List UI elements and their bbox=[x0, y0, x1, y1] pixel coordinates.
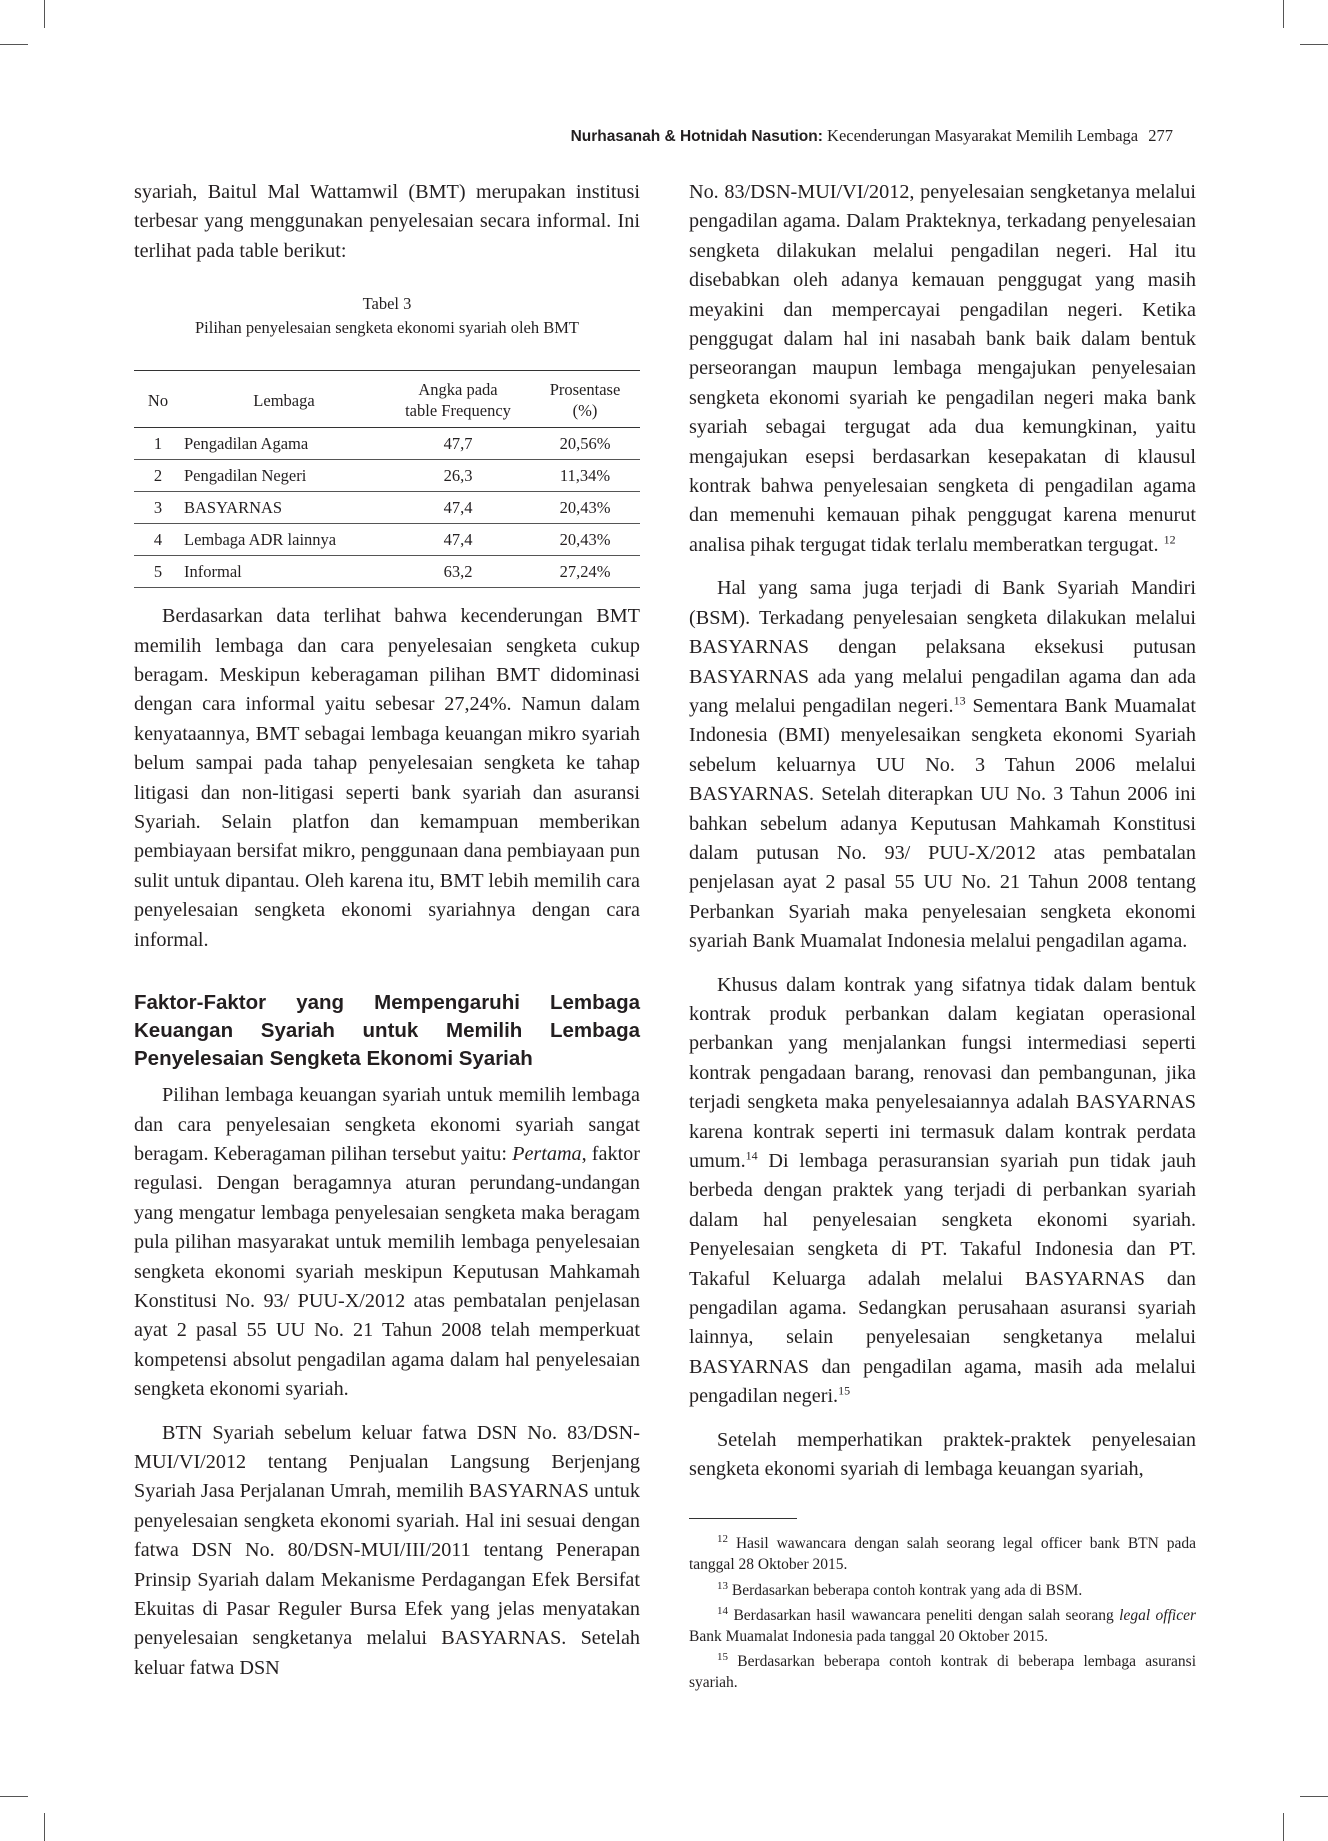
cell-no: 4 bbox=[134, 524, 182, 556]
paragraph bbox=[689, 178, 1196, 560]
footnote-text: Hasil wawancara dengan salah seorang legal officer bank BTN pada tanggal 28 Oktober 2015. bbox=[689, 1535, 1197, 1574]
footnote bbox=[689, 1576, 1196, 1602]
cell-prosentase: 11,34% bbox=[530, 460, 640, 492]
running-head bbox=[571, 126, 1173, 146]
text-run: Pilihan lembaga keuangan syariah untuk memilih lembaga dan cara penyelesaian sengketa ekonomi syariah sangat beragam. Keberagaman pilihan tersebut yaitu: bbox=[134, 1084, 640, 1165]
footnote-divider bbox=[689, 1518, 797, 1519]
paragraph bbox=[689, 971, 1196, 1412]
paragraph bbox=[689, 574, 1196, 956]
running-head-title: Kecenderungan Masyarakat Memilih Lembaga bbox=[827, 126, 1139, 145]
cell-no: 1 bbox=[134, 428, 182, 460]
cell-no: 5 bbox=[134, 556, 182, 588]
left-column bbox=[134, 178, 640, 1683]
cell-angka: 47,4 bbox=[386, 492, 530, 524]
text-run: , faktor regulasi. Dengan beragamnya aturan perundang-undangan yang mengatur lembaga penyelesaian sengketa maka beragam pula pilihan masyarakat untuk memilih lembaga penyelesaian sengketa ekonomi syariah meskipun Keputusan Mahkamah Konstitusi No. 93/ PUU-X/2012 atas pembatalan penjelasan ayat 2 pasal 55 UU No. 21 Tahun 2008 telah memperkuat kompetensi absolut pengadilan agama dalam hal penyelesaian sengketa ekonomi syariah. bbox=[134, 1142, 640, 1401]
text-run: Sementara Bank Muamalat Indonesia (BMI) menyelesaikan sengketa ekonomi Syariah sebelum keluarnya UU No. 3 Tahun 2006 melalui BASYARNAS. Setelah diterapkan UU No. 3 Tahun 2006 ini bahkan sebelum adanya Keputusan Mahkamah Konstitusi dalam putusan No. 93/ PUU-X/2012 atas pembatalan penjelasan ayat 2 pasal 55 UU No. 21 Tahun 2008 tentang Perbankan Syariah maka penyelesaian sengketa ekonomi syariah Bank Muamalat Indonesia melalui pengadilan agama. bbox=[689, 694, 1196, 953]
table-title: Pilihan penyelesaian sengketa ekonomi syariah oleh BMT bbox=[195, 318, 579, 338]
crop-mark bbox=[1283, 0, 1284, 28]
footnote-ref: 12 bbox=[1163, 532, 1176, 547]
footnote bbox=[689, 1529, 1196, 1575]
crop-mark bbox=[44, 0, 45, 28]
text-run: Hal yang sama juga terjadi di Bank Syariah Mandiri (BSM). Terkadang penyelesaian sengketa dilakukan melalui BASYARNAS dengan pelaksana eksekusi putusan BASYARNAS ada yang melalui pengadilan agama dan ada yang melalui pengadilan negeri. bbox=[689, 577, 1196, 717]
paragraph: Berdasarkan data terlihat bahwa kecenderungan BMT memilih lembaga dan cara penyelesaian sengketa cukup beragam. Meskipun keberagaman pilihan BMT didominasi dengan cara informal yaitu sebesar 27,24%. Namun dalam kenyataannya, BMT sebagai lembaga keuangan mikro syariah belum sampai pada tahap penyelesaian sengketa ke tahap litigasi dan non-litigasi seperti bank syariah dan asuransi Syariah. Selain platfon dan kemampuan memberikan pembiayaan bersifat mikro, penggunaan dana pembiayaan pun sulit untuk dipantau. Oleh karena itu, BMT lebih memilih cara penyelesaian sengketa ekonomi syariahnya dengan cara informal. bbox=[134, 605, 640, 951]
text-run: No. 83/DSN-MUI/VI/2012, penyelesaian sengketanya melalui pengadilan agama. Dalam Prakteknya, terkadang penyelesaian sengketa dilakukan melalui pengadilan negeri. Hal itu disebabkan oleh adanya kemauan penggugat yang masih meyakini dan mempercayai pengadilan negeri. Ketika penggugat dalam hal ini nasabah bank baik dalam bentuk perseorangan maupun lembaga mengajukan penyelesaian sengketa ekonomi syariah ke pengadilan negeri maka bank syariah sebagai tergugat ada dua kemungkinan, yaitu mengajukan esepsi berdasarkan kesepakatan di klausul kontrak bahwa penyelesaian sengketa di pengadilan agama dan memenuhi kemauan pihak penggugat karena menurut analisa pihak tergugat tidak terlalu memberatkan tergugat. bbox=[689, 181, 1196, 556]
footnote-ref: 13 bbox=[953, 693, 966, 708]
crop-mark bbox=[0, 44, 28, 45]
paragraph: BTN Syariah sebelum keluar fatwa DSN No. 83/DSN-MUI/VI/2012 tentang Penjualan Langsung Berjenjang Syariah Jasa Perjalanan Umrah, memilih BASYARNAS untuk penyelesaian sengketa ekonomi syariah. Hal ini sesuai dengan fatwa DSN No. 80/DSN-MUI/III/2011 tentang Penerapan Prinsip Syariah dalam Mekanisme Perdagangan Efek Bersifat Ekuitas di Pasar Reguler Bursa Efek yang jelas menyatakan penyelesaian sengketanya melalui BASYARNAS. Setelah keluar fatwa DSN bbox=[134, 1421, 640, 1679]
table-row bbox=[134, 492, 640, 524]
cell-prosentase: 20,56% bbox=[530, 428, 640, 460]
cell-lembaga: Pengadilan Agama bbox=[182, 428, 386, 460]
cell-lembaga: Lembaga ADR lainnya bbox=[182, 524, 386, 556]
footnote-number: 15 bbox=[717, 1651, 728, 1664]
right-column bbox=[689, 178, 1196, 1694]
section-heading: Faktor-Faktor yang Mempengaruhi Lembaga Keuangan Syariah untuk Memilih Lembaga Penyelesaian Sengketa Ekonomi Syariah bbox=[134, 991, 640, 1071]
footnote-text: Berdasarkan beberapa contoh kontrak yang ada di BSM. bbox=[731, 1581, 1083, 1599]
table-caption bbox=[134, 292, 640, 340]
table-header-row bbox=[134, 371, 640, 428]
footnote-ref: 15 bbox=[838, 1383, 851, 1398]
footnote-text: Bank Muamalat Indonesia pada tanggal 20 Oktober 2015. bbox=[689, 1627, 1048, 1645]
header-angka-line2: table Frequency bbox=[405, 401, 511, 421]
table-label: Tabel 3 bbox=[362, 294, 412, 314]
header-angka bbox=[386, 371, 530, 428]
footnote-number: 12 bbox=[717, 1533, 728, 1546]
header-prosentase-line1: Prosentase bbox=[549, 380, 621, 400]
cell-angka: 63,2 bbox=[386, 556, 530, 588]
footnote-ref: 14 bbox=[745, 1148, 758, 1163]
cell-angka: 26,3 bbox=[386, 460, 530, 492]
footnote-text: Berdasarkan hasil wawancara peneliti dengan salah seorang bbox=[733, 1607, 1120, 1625]
header-prosentase-line2: (%) bbox=[572, 401, 598, 421]
table-row bbox=[134, 460, 640, 492]
cell-lembaga: BASYARNAS bbox=[182, 492, 386, 524]
header-no: No bbox=[134, 371, 182, 428]
cell-angka: 47,7 bbox=[386, 428, 530, 460]
paragraph: syariah, Baitul Mal Wattamwil (BMT) merupakan institusi terbesar yang menggunakan penyelesaian secara informal. Ini terlihat pada table berikut: bbox=[134, 181, 640, 262]
crop-mark bbox=[1283, 1813, 1284, 1841]
crop-mark bbox=[0, 1796, 28, 1797]
cell-no: 3 bbox=[134, 492, 182, 524]
text-run: Di lembaga perasuransian syariah pun tidak jauh berbeda dengan praktek yang terjadi di perbankan syariah dalam hal penyelesaian sengketa ekonomi syariah. Penyelesaian sengketa di PT. Takaful Indonesia dan PT. Takaful Keluarga adalah melalui BASYARNAS dan pengadilan agama. Sedangkan perusahaan asuransi syariah lainnya, selain penyelesaian sengketanya melalui BASYARNAS dan pengadilan agama, masih ada melalui pengadilan negeri. bbox=[689, 1150, 1196, 1408]
italic-text: legal officer bbox=[1119, 1607, 1197, 1625]
table-row bbox=[134, 556, 640, 588]
crop-mark bbox=[1300, 1796, 1328, 1797]
header-angka-line1: Angka pada bbox=[418, 380, 498, 400]
paragraph bbox=[134, 1081, 640, 1404]
header-prosentase bbox=[530, 371, 640, 428]
footnote-number: 14 bbox=[717, 1605, 728, 1618]
italic-text: Pertama bbox=[512, 1142, 582, 1165]
cell-lembaga: Informal bbox=[182, 556, 386, 588]
table-row bbox=[134, 524, 640, 556]
footnote-text: Berdasarkan beberapa contoh kontrak di beberapa lembaga asuransi syariah. bbox=[689, 1653, 1196, 1692]
header-lembaga: Lembaga bbox=[182, 371, 386, 428]
paragraph: Setelah memperhatikan praktek-praktek penyelesaian sengketa ekonomi syariah di lembaga keuangan syariah, bbox=[689, 1428, 1196, 1481]
cell-prosentase: 27,24% bbox=[530, 556, 640, 588]
cell-no: 2 bbox=[134, 460, 182, 492]
page-number: 277 bbox=[1148, 126, 1173, 145]
cell-prosentase: 20,43% bbox=[530, 524, 640, 556]
footnote-number: 13 bbox=[717, 1579, 728, 1592]
footnote bbox=[689, 1647, 1196, 1693]
crop-mark bbox=[44, 1813, 45, 1841]
running-head-authors: Nurhasanah & Hotnidah Nasution: bbox=[570, 128, 823, 145]
crop-mark bbox=[1300, 44, 1328, 45]
text-run: Khusus dalam kontrak yang sifatnya tidak dalam bentuk kontrak produk perbankan dalam kegiatan operasional perbankan yang menjalankan fungsi intermediasi seperti kontrak pengadaan barang, renovasi dan pembangunan, jika terjadi sengketa maka penyelesaiannya adalah BASYARNAS karena kontrak seperti ini termasuk dalam kontrak perdata umum. bbox=[689, 973, 1196, 1172]
cell-prosentase: 20,43% bbox=[530, 492, 640, 524]
data-table bbox=[134, 370, 640, 588]
cell-lembaga: Pengadilan Negeri bbox=[182, 460, 386, 492]
cell-angka: 47,4 bbox=[386, 524, 530, 556]
footnote bbox=[689, 1601, 1196, 1647]
table-row bbox=[134, 428, 640, 460]
